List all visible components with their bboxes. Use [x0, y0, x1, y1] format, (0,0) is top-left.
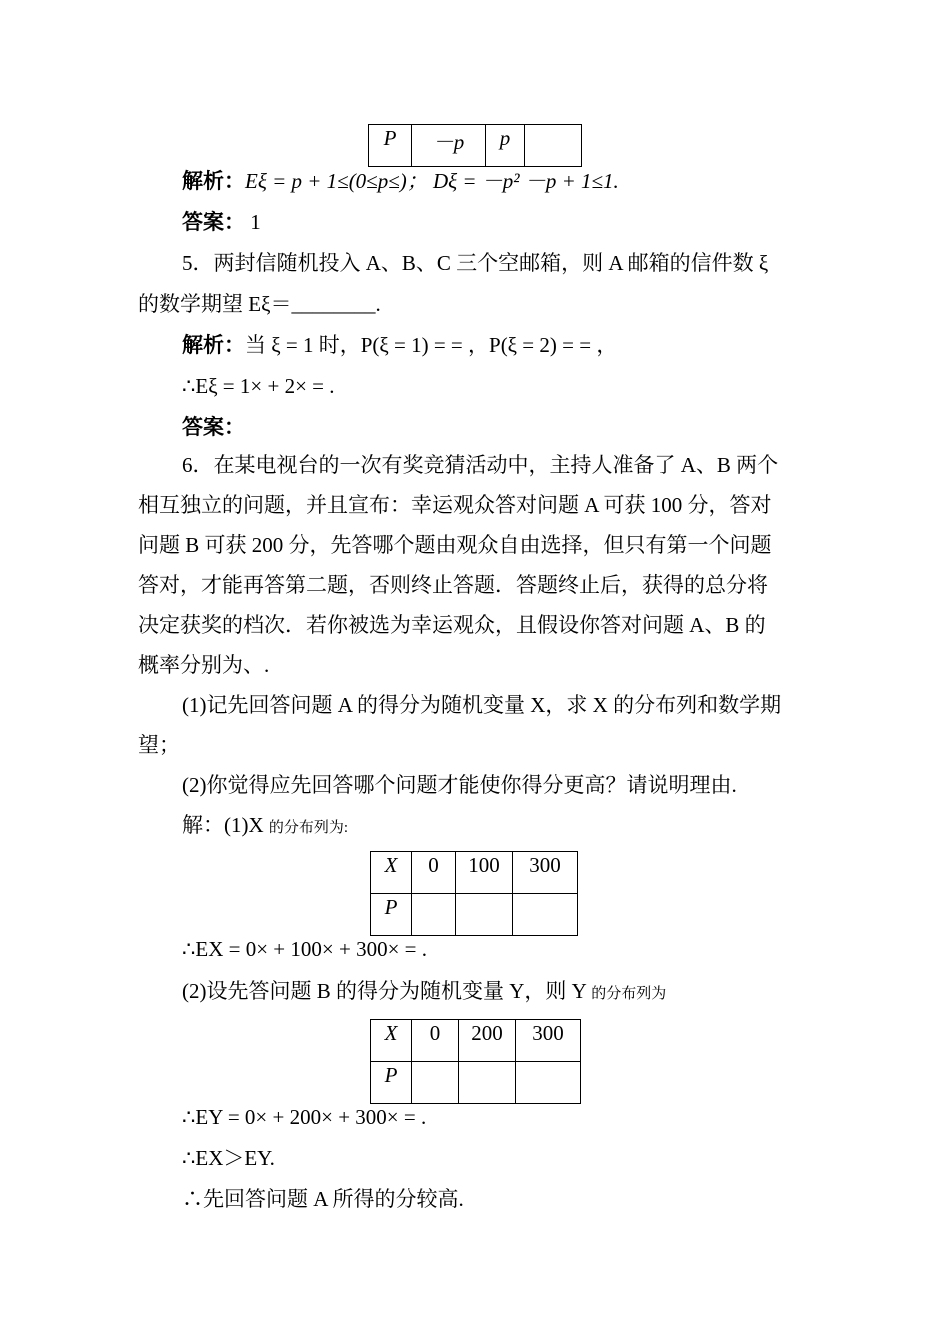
solution-part-2-small: 的分布列为 — [591, 986, 667, 1002]
analysis-label: 解析： — [182, 333, 245, 357]
ex-line: ∴EX = 0× + 100× + 300× = . — [182, 937, 428, 961]
question-5-line-2: 的数学期望 Eξ＝________. — [138, 292, 381, 316]
table-cell: P — [371, 894, 412, 936]
table-cell: －p — [412, 125, 486, 167]
question-6-line-2: 相互独立的问题，并且宣布：幸运观众答对问题 A 可获 100 分，答对 — [138, 493, 772, 517]
question-6-line-5: 决定获奖的档次．若你被选为幸运观众，且假设你答对问题 A、B 的 — [138, 613, 766, 637]
table-row — [371, 1062, 581, 1104]
solution-intro — [182, 810, 348, 843]
table-cell: 0 — [412, 1020, 459, 1062]
table-cell — [412, 894, 456, 936]
table-cell — [412, 1062, 459, 1104]
table-cell — [459, 1062, 516, 1104]
sub-question-2: (2)你觉得应先回答哪个问题才能使你得分更高？请说明理由. — [182, 773, 737, 797]
answer-line-5: 答案： — [182, 415, 245, 439]
question-6-line-6: 概率分别为、. — [138, 653, 270, 677]
table-cell: 200 — [459, 1020, 516, 1062]
table-cell: P — [369, 125, 412, 167]
analysis-text: 当 ξ = 1 时，P(ξ = 1) = = ，P(ξ = 2) = = ， — [245, 333, 618, 357]
sub-question-1-line-1: (1)记先回答问题 A 的得分为随机变量 X，求 X 的分布列和数学期 — [182, 693, 782, 717]
question-6-line-4: 答对，才能再答第二题，否则终止答题．答题终止后，获得的总分将 — [138, 573, 768, 597]
table-cell: 300 — [513, 852, 578, 894]
question-6-line-3: 问题 B 可获 200 分，先答哪个题由观众自由选择，但只有第一个问题 — [138, 533, 772, 557]
expectation-line: ∴Eξ = 1× + 2× = . — [182, 374, 335, 398]
question-5-line-1: 5．两封信随机投入 A、B、C 三个空邮箱，则 A 邮箱的信件数 ξ — [182, 251, 769, 275]
answer-line-4 — [182, 207, 261, 237]
table-cell — [456, 894, 513, 936]
analysis-text: Eξ = p + 1≤(0≤p≤)； Dξ = －p² －p + 1≤1. — [245, 169, 619, 193]
table-cell: P — [371, 1062, 412, 1104]
answer-label: 答案： — [182, 210, 245, 234]
table-cell: 100 — [456, 852, 513, 894]
table-cell — [513, 894, 578, 936]
distribution-table-x — [370, 851, 578, 936]
solution-intro-main: 解：(1)X — [182, 813, 269, 837]
table-cell: 300 — [516, 1020, 581, 1062]
solution-intro-small: 的分布列为: — [268, 820, 349, 836]
analysis-line-4 — [182, 166, 619, 196]
analysis-line-5 — [182, 330, 617, 360]
conclusion-line: ∴先回答问题 A 所得的分较高. — [182, 1187, 464, 1211]
table-row — [371, 852, 578, 894]
analysis-label: 解析： — [182, 169, 245, 193]
table-cell: X — [371, 1020, 412, 1062]
solution-part-2-main: (2)设先答问题 B 的得分为随机变量 Y，则 Y — [182, 979, 592, 1003]
table-row — [371, 1020, 581, 1062]
comparison-line: ∴EX＞EY. — [182, 1146, 275, 1170]
table-row — [369, 125, 582, 167]
table-row — [371, 894, 578, 936]
ey-line: ∴EY = 0× + 200× + 300× = . — [182, 1105, 427, 1129]
table-cell — [516, 1062, 581, 1104]
distribution-table-top — [368, 124, 582, 167]
solution-part-2-intro — [182, 976, 666, 1009]
table-cell: 0 — [412, 852, 456, 894]
table-cell: p — [486, 125, 525, 167]
sub-question-1-line-2: 望； — [138, 733, 180, 757]
question-6-line-1: 6．在某电视台的一次有奖竞猜活动中，主持人准备了 A、B 两个 — [182, 453, 779, 477]
table-cell — [525, 125, 582, 167]
table-cell: X — [371, 852, 412, 894]
answer-text: 1 — [245, 210, 261, 234]
distribution-table-y — [370, 1019, 581, 1104]
